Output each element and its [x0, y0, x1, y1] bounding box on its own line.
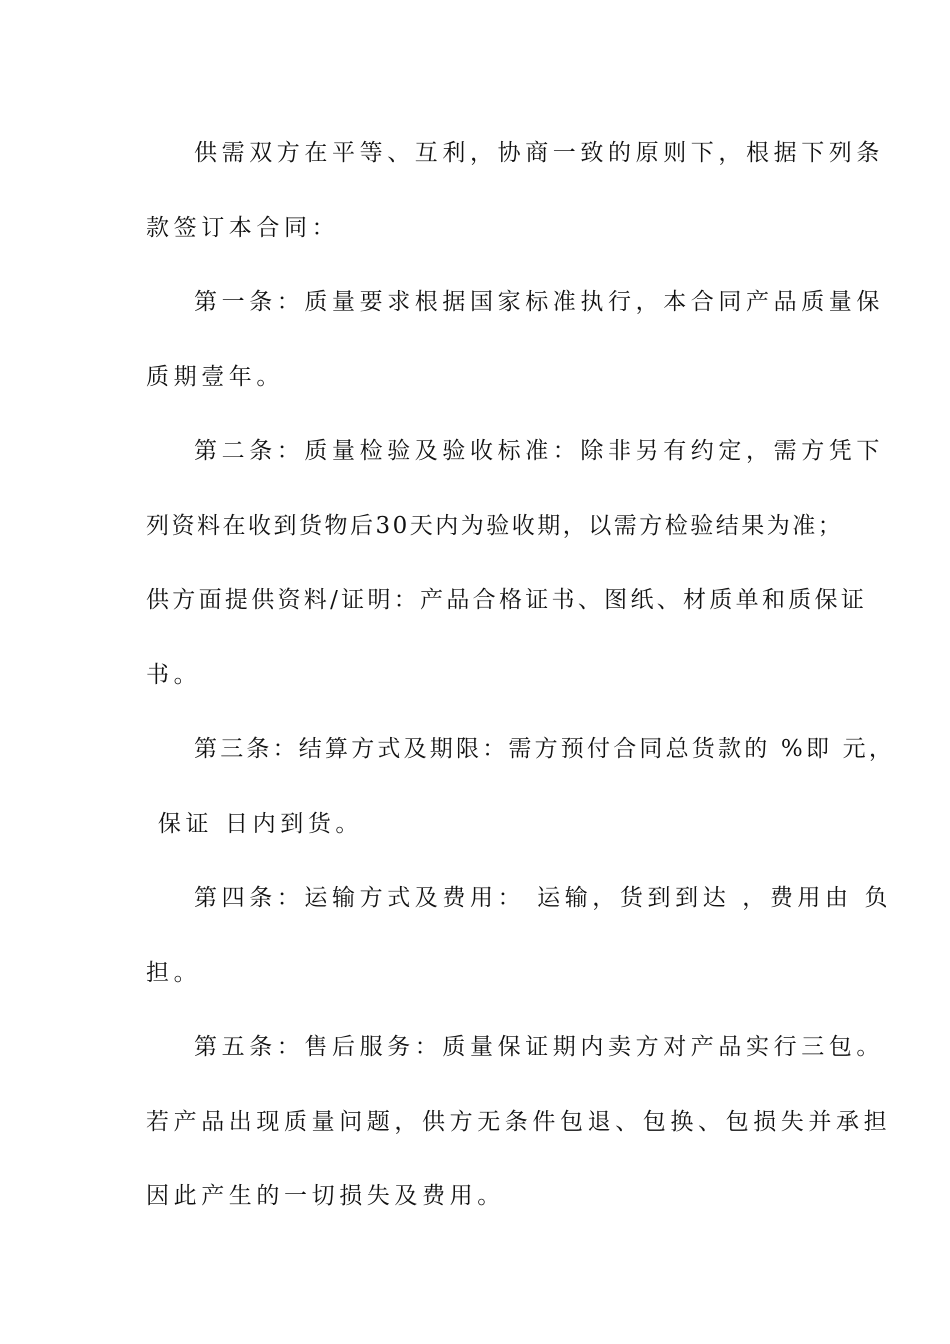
intro-line-2: 款签订本合同：: [146, 215, 340, 241]
article-2-line-1: 第二条：质量检验及验收标准：除非另有约定，需方凭下: [194, 438, 884, 464]
article-2-line-4: 书。: [146, 662, 202, 688]
article-4-line-1: 第四条：运输方式及费用： 运输，货到到达 ，费用由 负: [194, 885, 893, 911]
article-3-line-2: 保证 日内到货。: [146, 811, 364, 837]
intro-line-1: 供需双方在平等、互利，协商一致的原则下，根据下列条: [194, 140, 884, 166]
article-3-line-1: 第三条：结算方式及期限：需方预付合同总货款的 %即 元，: [194, 736, 896, 762]
article-4-line-2: 担。: [146, 960, 202, 986]
article-2-line-3: 供方面提供资料/证明：产品合格证书、图纸、材质单和质保证: [146, 587, 868, 613]
article-2-line-2: 列资料在收到货物后30天内为验收期，以需方检验结果为准；: [146, 513, 844, 539]
article-5-line-1: 第五条：售后服务：质量保证期内卖方对产品实行三包。: [194, 1034, 884, 1060]
article-1-line-1: 第一条：质量要求根据国家标准执行，本合同产品质量保: [194, 289, 884, 315]
article-5-line-3: 因此产生的一切损失及费用。: [146, 1183, 505, 1209]
article-1-line-2: 质期壹年。: [146, 364, 284, 390]
article-5-line-2: 若产品出现质量问题，供方无条件包退、包换、包损失并承担: [146, 1109, 892, 1135]
